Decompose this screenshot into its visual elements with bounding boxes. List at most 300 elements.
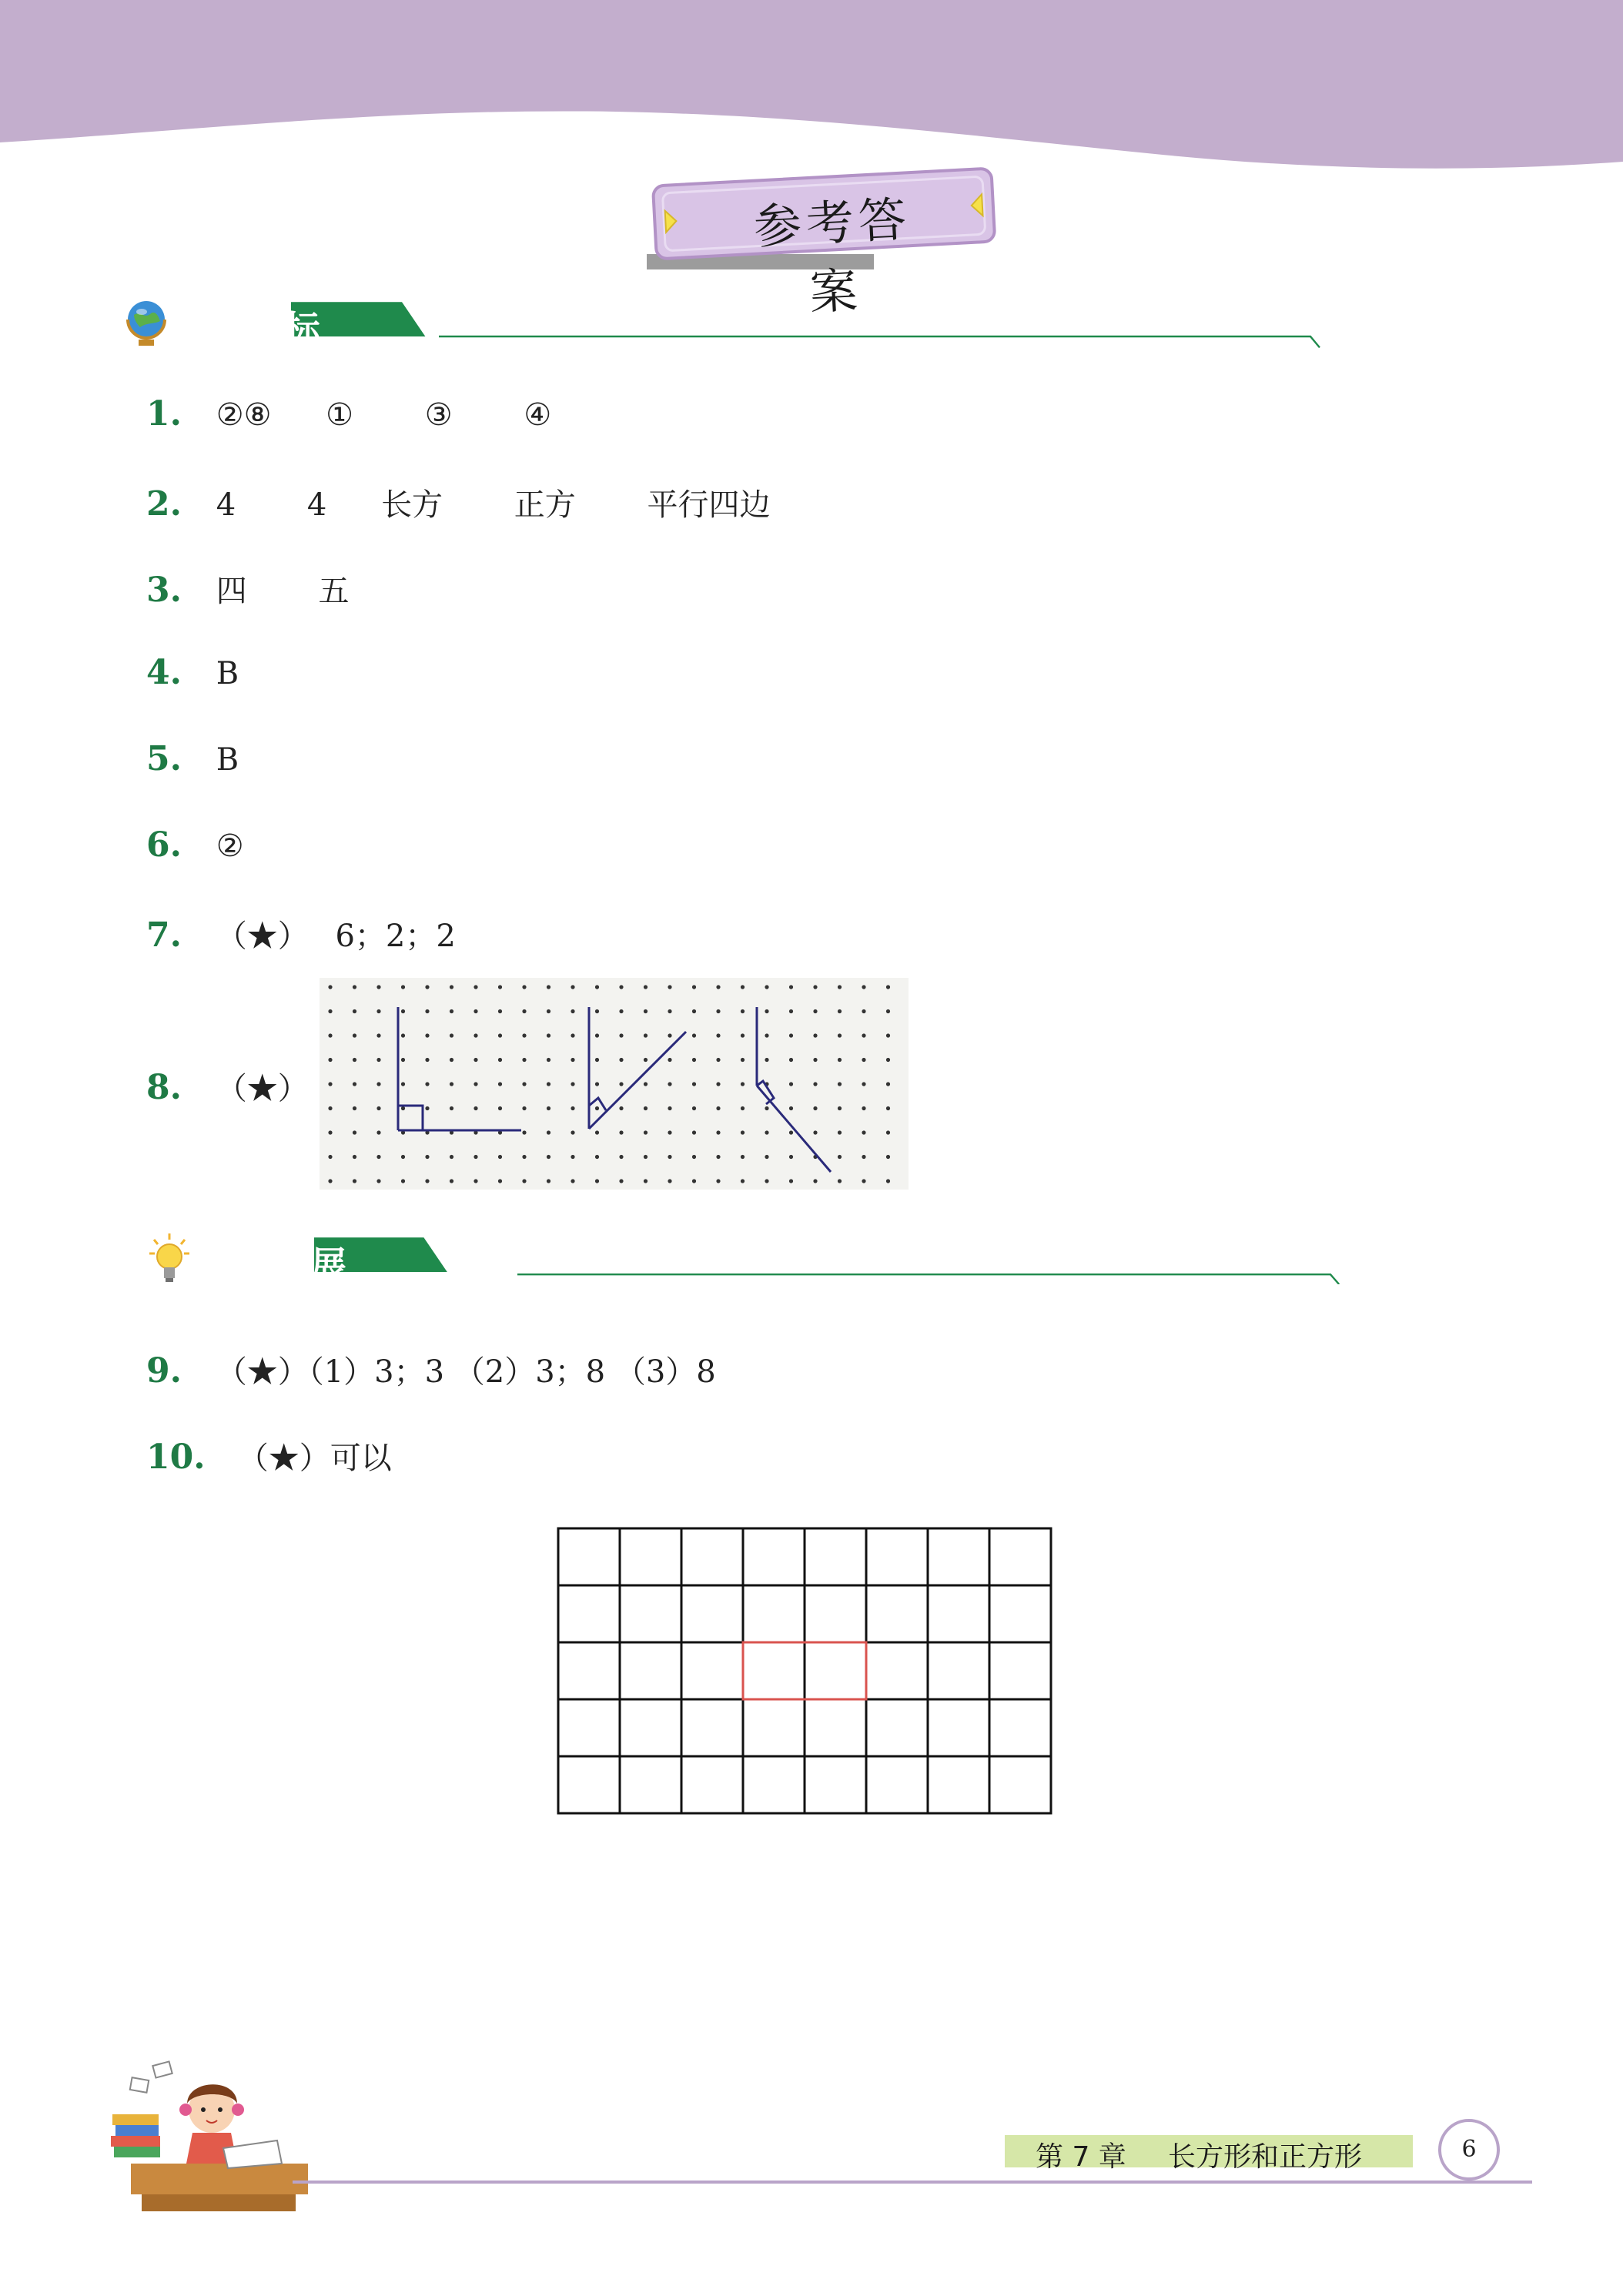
grid-cell bbox=[558, 1699, 620, 1756]
grid-dot bbox=[522, 985, 526, 989]
girl-reading-illustration bbox=[108, 2048, 323, 2217]
grid-dot bbox=[644, 1082, 648, 1086]
grid-dot bbox=[450, 1155, 453, 1159]
question-3 bbox=[146, 567, 393, 611]
grid-dot bbox=[547, 1009, 550, 1013]
chapter-label bbox=[1005, 2135, 1413, 2173]
grid-dot bbox=[571, 1106, 574, 1110]
grid-dot bbox=[668, 1082, 671, 1086]
answer: ③ bbox=[424, 397, 453, 433]
question-number: 8. bbox=[146, 1068, 182, 1107]
grid-dot bbox=[353, 1058, 356, 1062]
grid-cell bbox=[681, 1585, 743, 1642]
grid-cell bbox=[989, 1642, 1051, 1699]
section-tab-basic bbox=[162, 300, 1455, 349]
grid-dot bbox=[619, 1106, 623, 1110]
answer: B bbox=[216, 656, 239, 691]
grid-dot bbox=[644, 1130, 648, 1134]
grid-dot bbox=[450, 1058, 453, 1062]
answer: （★） bbox=[216, 919, 309, 954]
grid-dot bbox=[668, 985, 671, 989]
grid-dot bbox=[789, 1058, 793, 1062]
grid-dot bbox=[765, 1130, 768, 1134]
grid-cell bbox=[866, 1528, 928, 1585]
question-number: 5. bbox=[146, 739, 182, 778]
grid-dot bbox=[862, 1033, 865, 1037]
grid-dot bbox=[789, 1130, 793, 1134]
grid-cell bbox=[743, 1699, 805, 1756]
grid-cell bbox=[681, 1756, 743, 1813]
grid-dot bbox=[595, 1130, 599, 1134]
grid-dot bbox=[886, 1009, 890, 1013]
grid-dot bbox=[838, 985, 842, 989]
grid-dot bbox=[838, 1058, 842, 1062]
grid-dot bbox=[716, 1155, 720, 1159]
grid-dot bbox=[353, 1130, 356, 1134]
grid-dot bbox=[813, 985, 817, 989]
header-wave-band bbox=[0, 0, 1623, 177]
grid-dot bbox=[328, 1033, 332, 1037]
question-10 bbox=[146, 1434, 437, 1478]
footer-line bbox=[293, 2179, 1540, 2187]
grid-dot bbox=[862, 1106, 865, 1110]
grid-dot bbox=[741, 985, 745, 989]
page-number: 6 bbox=[1438, 2119, 1500, 2181]
grid-dot bbox=[692, 1058, 696, 1062]
grid-cell bbox=[928, 1642, 989, 1699]
grid-dot bbox=[692, 1155, 696, 1159]
grid-dot bbox=[498, 1106, 502, 1110]
answer: （★）可以 bbox=[237, 1441, 392, 1476]
grid-dot bbox=[765, 1033, 768, 1037]
grid-dot bbox=[668, 1179, 671, 1183]
grid-cell bbox=[620, 1585, 681, 1642]
grid-dot bbox=[353, 1082, 356, 1086]
grid-cell bbox=[743, 1528, 805, 1585]
grid-dot bbox=[692, 985, 696, 989]
page-title: 参考答案 bbox=[752, 190, 912, 321]
grid-dot bbox=[644, 1179, 648, 1183]
grid-cell bbox=[928, 1699, 989, 1756]
grid-cell bbox=[558, 1642, 620, 1699]
grid-cell bbox=[558, 1528, 620, 1585]
grid-dot bbox=[328, 1130, 332, 1134]
grid-dot bbox=[425, 1106, 429, 1110]
grid-dot bbox=[547, 1033, 550, 1037]
grid-dot bbox=[353, 1033, 356, 1037]
grid-dot bbox=[425, 1155, 429, 1159]
grid-dot bbox=[571, 985, 574, 989]
grid-dot bbox=[789, 1082, 793, 1086]
grid-dot bbox=[789, 1106, 793, 1110]
grid-dot bbox=[862, 1130, 865, 1134]
grid-dot bbox=[765, 1009, 768, 1013]
grid-dot bbox=[450, 1033, 453, 1037]
grid-dot bbox=[813, 1130, 817, 1134]
answer: 6；2；2 bbox=[335, 919, 456, 954]
grid-dot bbox=[353, 1106, 356, 1110]
grid-dot bbox=[522, 1179, 526, 1183]
grid-dot bbox=[425, 1179, 429, 1183]
grid-dot bbox=[522, 1082, 526, 1086]
grid-dot bbox=[595, 1155, 599, 1159]
answer: ② bbox=[216, 828, 244, 864]
question-5 bbox=[146, 739, 283, 778]
grid-dot bbox=[571, 1179, 574, 1183]
grid-dot bbox=[376, 1058, 380, 1062]
grid-dot bbox=[474, 1155, 477, 1159]
answer: 正方 bbox=[514, 487, 576, 523]
grid-dot bbox=[692, 1082, 696, 1086]
chapter-number: 第 7 章 bbox=[1036, 2141, 1126, 2173]
question-4 bbox=[146, 653, 283, 692]
answer: 长方 bbox=[381, 487, 443, 523]
grid-dot bbox=[692, 1009, 696, 1013]
grid-cell bbox=[681, 1699, 743, 1756]
grid-cell bbox=[805, 1528, 866, 1585]
answer: 五 bbox=[318, 574, 350, 609]
grid-dot bbox=[668, 1033, 671, 1037]
grid-cell bbox=[928, 1585, 989, 1642]
grid-dot bbox=[474, 1106, 477, 1110]
section-tab-extend bbox=[185, 1235, 1478, 1284]
grid-dot bbox=[886, 1106, 890, 1110]
grid-dot bbox=[522, 1009, 526, 1013]
grid-dot bbox=[789, 985, 793, 989]
grid-dot bbox=[498, 1009, 502, 1013]
grid-dot bbox=[474, 1179, 477, 1183]
grid-dot bbox=[328, 985, 332, 989]
grid-dot bbox=[498, 1033, 502, 1037]
grid-dot bbox=[765, 1179, 768, 1183]
question-number: 6. bbox=[146, 825, 182, 865]
grid-dot bbox=[547, 985, 550, 989]
grid-cell bbox=[805, 1699, 866, 1756]
grid-cell bbox=[681, 1642, 743, 1699]
grid-cell bbox=[866, 1642, 928, 1699]
grid-dot bbox=[668, 1058, 671, 1062]
answer: ②⑧ bbox=[216, 397, 272, 433]
grid-dot bbox=[862, 1179, 865, 1183]
grid-dot bbox=[498, 1179, 502, 1183]
grid-dot bbox=[886, 1130, 890, 1134]
grid-dot bbox=[522, 1033, 526, 1037]
grid-dot bbox=[474, 985, 477, 989]
answer: 平行四边 bbox=[647, 487, 771, 523]
grid-dot bbox=[425, 1082, 429, 1086]
grid-dot bbox=[498, 985, 502, 989]
grid-cell bbox=[989, 1756, 1051, 1813]
grid-dot bbox=[376, 1009, 380, 1013]
grid-cell bbox=[866, 1585, 928, 1642]
grid-dot bbox=[692, 1033, 696, 1037]
grid-dot bbox=[716, 1179, 720, 1183]
grid-dot bbox=[789, 1155, 793, 1159]
grid-cell bbox=[558, 1756, 620, 1813]
dot-grid-figure bbox=[320, 978, 909, 1190]
grid-dot bbox=[522, 1058, 526, 1062]
grid-cell bbox=[620, 1699, 681, 1756]
grid-dot bbox=[644, 985, 648, 989]
question-9 bbox=[146, 1347, 761, 1391]
grid-dot bbox=[619, 985, 623, 989]
grid-dot bbox=[838, 1033, 842, 1037]
grid-dot bbox=[644, 1155, 648, 1159]
grid-dot bbox=[644, 1058, 648, 1062]
grid-dot bbox=[813, 1033, 817, 1037]
grid-dot bbox=[668, 1106, 671, 1110]
grid-dot bbox=[619, 1155, 623, 1159]
grid-dot bbox=[450, 1179, 453, 1183]
answer: B bbox=[216, 742, 239, 778]
grid-cell bbox=[743, 1756, 805, 1813]
grid-dot bbox=[862, 1058, 865, 1062]
grid-dot bbox=[328, 1179, 332, 1183]
grid-dot bbox=[619, 1009, 623, 1013]
grid-dot bbox=[765, 1106, 768, 1110]
grid-dot bbox=[862, 1009, 865, 1013]
grid-dot bbox=[401, 1179, 405, 1183]
question-number: 9. bbox=[146, 1351, 182, 1391]
grid-dot bbox=[813, 1058, 817, 1062]
grid-cell bbox=[681, 1528, 743, 1585]
section-header-basic bbox=[123, 296, 1447, 366]
grid-dot bbox=[328, 1009, 332, 1013]
grid-dot bbox=[376, 1082, 380, 1086]
grid-dot bbox=[838, 1106, 842, 1110]
grid-dot bbox=[547, 1082, 550, 1086]
grid-cell bbox=[620, 1756, 681, 1813]
grid-dot bbox=[668, 1130, 671, 1134]
grid-dot bbox=[789, 1179, 793, 1183]
grid-dot bbox=[595, 1179, 599, 1183]
answer: （★）（1）3；3 （2）3；8 （3）8 bbox=[216, 1354, 716, 1390]
answer: ④ bbox=[524, 397, 552, 433]
grid-dot bbox=[547, 1130, 550, 1134]
grid-dot bbox=[571, 1155, 574, 1159]
question-1 bbox=[146, 394, 596, 433]
grid-dot bbox=[716, 1106, 720, 1110]
grid-dot bbox=[692, 1130, 696, 1134]
grid-dot bbox=[692, 1179, 696, 1183]
grid-dot bbox=[328, 1155, 332, 1159]
grid-dot bbox=[741, 1155, 745, 1159]
question-number: 4. bbox=[146, 653, 182, 692]
grid-dot bbox=[401, 1082, 405, 1086]
grid-dot bbox=[498, 1082, 502, 1086]
grid-dot bbox=[547, 1155, 550, 1159]
grid-dot bbox=[838, 1130, 842, 1134]
grid-dot bbox=[741, 1058, 745, 1062]
question-7 bbox=[146, 912, 500, 956]
grid-dot bbox=[668, 1009, 671, 1013]
grid-dot bbox=[813, 1179, 817, 1183]
grid-dot bbox=[619, 1082, 623, 1086]
grid-dot bbox=[741, 1130, 745, 1134]
grid-dot bbox=[838, 1009, 842, 1013]
grid-dot bbox=[886, 1082, 890, 1086]
grid-dot bbox=[765, 1155, 768, 1159]
grid-dot bbox=[571, 1058, 574, 1062]
grid-dot bbox=[547, 1106, 550, 1110]
grid-cell bbox=[743, 1642, 805, 1699]
grid-dot bbox=[619, 1058, 623, 1062]
grid-dot bbox=[741, 1106, 745, 1110]
grid-dot bbox=[741, 1009, 745, 1013]
grid-dot bbox=[425, 1033, 429, 1037]
question-number: 10. bbox=[146, 1438, 206, 1477]
grid-dot bbox=[813, 1106, 817, 1110]
grid-dot bbox=[353, 985, 356, 989]
grid-dot bbox=[571, 1009, 574, 1013]
grid-cell bbox=[989, 1528, 1051, 1585]
grid-dot bbox=[450, 1106, 453, 1110]
grid-dot bbox=[862, 1082, 865, 1086]
grid-dot bbox=[376, 1106, 380, 1110]
grid-dot bbox=[450, 1009, 453, 1013]
grid-dot bbox=[425, 1009, 429, 1013]
answer: 四 bbox=[216, 574, 247, 609]
grid-dot bbox=[838, 1082, 842, 1086]
grid-dot bbox=[401, 1106, 405, 1110]
grid-dot bbox=[741, 1179, 745, 1183]
grid-dot bbox=[498, 1058, 502, 1062]
grid-dot bbox=[547, 1058, 550, 1062]
grid-dot bbox=[376, 1155, 380, 1159]
grid-dot bbox=[716, 1058, 720, 1062]
grid-dot bbox=[571, 1130, 574, 1134]
grid-dot bbox=[353, 1009, 356, 1013]
grid-dot bbox=[328, 1058, 332, 1062]
grid-dot bbox=[862, 1155, 865, 1159]
question-number: 2. bbox=[146, 484, 182, 524]
grid-dot bbox=[571, 1082, 574, 1086]
square-grid-figure bbox=[554, 1525, 1055, 1817]
question-number: 3. bbox=[146, 571, 182, 610]
grid-dot bbox=[425, 985, 429, 989]
grid-cell bbox=[620, 1642, 681, 1699]
grid-dot bbox=[376, 1033, 380, 1037]
grid-dot bbox=[619, 1033, 623, 1037]
grid-dot bbox=[474, 1033, 477, 1037]
grid-dot bbox=[765, 985, 768, 989]
grid-dot bbox=[450, 1082, 453, 1086]
grid-dot bbox=[886, 1058, 890, 1062]
question-number: 7. bbox=[146, 915, 182, 955]
grid-dot bbox=[401, 1033, 405, 1037]
grid-dot bbox=[595, 1058, 599, 1062]
grid-cell bbox=[989, 1585, 1051, 1642]
grid-dot bbox=[401, 1009, 405, 1013]
grid-dot bbox=[765, 1058, 768, 1062]
grid-dot bbox=[425, 1058, 429, 1062]
grid-dot bbox=[838, 1179, 842, 1183]
grid-dot bbox=[813, 1009, 817, 1013]
grid-cell bbox=[805, 1642, 866, 1699]
grid-dot bbox=[789, 1009, 793, 1013]
grid-dot bbox=[644, 1106, 648, 1110]
grid-dot bbox=[716, 1009, 720, 1013]
grid-dot bbox=[886, 1033, 890, 1037]
question-2 bbox=[146, 480, 815, 524]
grid-cell bbox=[928, 1756, 989, 1813]
grid-dot bbox=[595, 1033, 599, 1037]
grid-dot bbox=[474, 1009, 477, 1013]
grid-dot bbox=[789, 1033, 793, 1037]
answer: 4 bbox=[306, 487, 327, 523]
grid-dot bbox=[886, 1179, 890, 1183]
grid-dot bbox=[522, 1106, 526, 1110]
grid-dot bbox=[376, 985, 380, 989]
answer: ① bbox=[326, 397, 354, 433]
grid-dot bbox=[522, 1155, 526, 1159]
grid-dot bbox=[595, 1106, 599, 1110]
grid-dot bbox=[401, 985, 405, 989]
grid-dot bbox=[328, 1082, 332, 1086]
grid-dot bbox=[741, 1082, 745, 1086]
grid-dot bbox=[353, 1179, 356, 1183]
grid-dot bbox=[644, 1033, 648, 1037]
chapter-title: 长方形和正方形 bbox=[1168, 2141, 1363, 2173]
grid-dot bbox=[716, 1130, 720, 1134]
grid-dot bbox=[401, 1058, 405, 1062]
grid-cell bbox=[558, 1585, 620, 1642]
grid-dot bbox=[692, 1106, 696, 1110]
grid-dot bbox=[353, 1155, 356, 1159]
grid-dot bbox=[862, 985, 865, 989]
grid-dot bbox=[619, 1130, 623, 1134]
answer: （★） bbox=[216, 1071, 309, 1106]
grid-cell bbox=[805, 1585, 866, 1642]
grid-dot bbox=[644, 1009, 648, 1013]
grid-dot bbox=[474, 1058, 477, 1062]
grid-dot bbox=[716, 985, 720, 989]
grid-dot bbox=[450, 985, 453, 989]
grid-dot bbox=[547, 1179, 550, 1183]
grid-dot bbox=[474, 1082, 477, 1086]
section-label-basic: 基础达标 bbox=[179, 308, 320, 350]
grid-dot bbox=[619, 1179, 623, 1183]
grid-cell bbox=[866, 1756, 928, 1813]
grid-dot bbox=[498, 1155, 502, 1159]
grid-dot bbox=[376, 1130, 380, 1134]
grid-cell bbox=[866, 1699, 928, 1756]
grid-dot bbox=[886, 1155, 890, 1159]
grid-dot bbox=[668, 1155, 671, 1159]
grid-dot bbox=[401, 1155, 405, 1159]
grid-dot bbox=[571, 1033, 574, 1037]
section-header-extend bbox=[146, 1232, 1478, 1301]
grid-dot bbox=[741, 1033, 745, 1037]
grid-dot bbox=[595, 1082, 599, 1086]
grid-dot bbox=[813, 1082, 817, 1086]
grid-cell bbox=[805, 1756, 866, 1813]
grid-dot bbox=[838, 1155, 842, 1159]
grid-cell bbox=[743, 1585, 805, 1642]
grid-dot bbox=[595, 1009, 599, 1013]
question-number: 1. bbox=[146, 394, 182, 433]
grid-cell bbox=[989, 1699, 1051, 1756]
grid-cell bbox=[928, 1528, 989, 1585]
grid-dot bbox=[716, 1082, 720, 1086]
section-label-extend: 创新拓展 bbox=[205, 1243, 346, 1285]
grid-cell bbox=[620, 1528, 681, 1585]
grid-dot bbox=[595, 985, 599, 989]
answer: 4 bbox=[216, 487, 236, 523]
question-6 bbox=[146, 825, 289, 865]
grid-dot bbox=[328, 1106, 332, 1110]
grid-dot bbox=[376, 1179, 380, 1183]
